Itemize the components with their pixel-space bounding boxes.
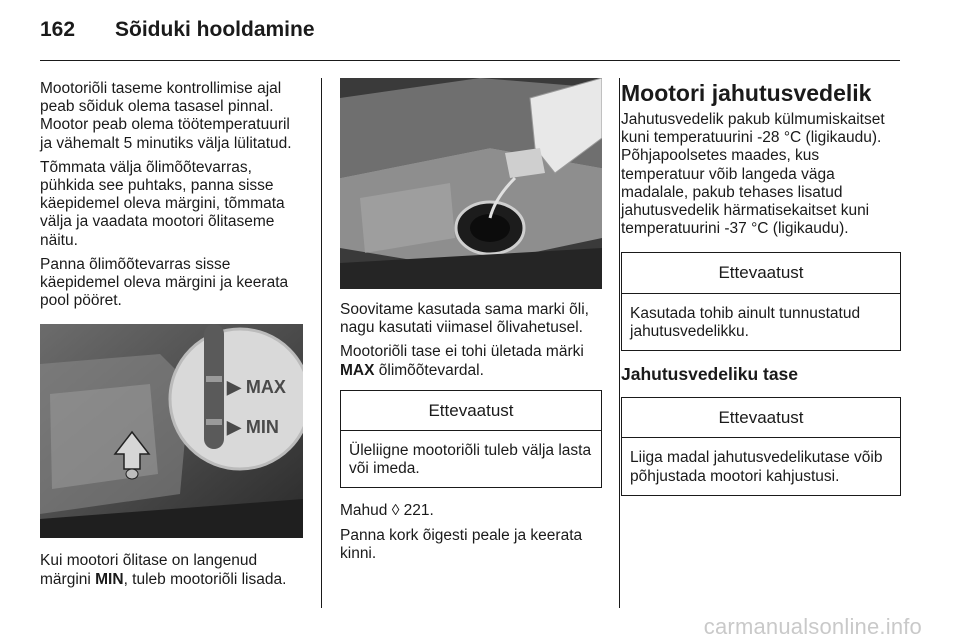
oil-filling-illustration: [340, 78, 602, 289]
page-number: 162: [40, 18, 76, 41]
oil-filling-illustration-svg: [340, 78, 602, 289]
caution-box-low-coolant: [621, 397, 901, 496]
caution-box-approved-coolant: [621, 252, 901, 351]
paragraph-dipstick-procedure: Tõmmata välja õlimõõtevarras, pühkida see puhtaks, panna sisse käepidemel oleva märgini, tõmmata välja ja vaadata mootori õlitaseme näitu.: [40, 158, 285, 249]
column-2: [340, 80, 602, 569]
header-rule: [40, 60, 900, 61]
caution-title: Ettevaatust: [341, 391, 601, 431]
paragraph-capacities: Mahud ◊ 221.: [340, 502, 434, 520]
dipstick-illustration-svg: [40, 324, 303, 538]
page-header: [40, 18, 315, 50]
section-heading-coolant: Mootori jahutusvedelik: [621, 80, 872, 106]
column-divider-1: [321, 78, 322, 608]
max-mark-label: ▶ MAX: [227, 377, 286, 398]
column-divider-2: [619, 78, 620, 608]
caution-body: Kasutada tohib ainult tunnustatud jahutusvedelikku.: [630, 304, 861, 340]
column-1: [40, 80, 305, 595]
paragraph-oil-brand: Soovitame kasutada sama marki õli, nagu kasutati viimasel õlivahetusel.: [340, 301, 589, 337]
max-term: MAX: [340, 361, 375, 379]
dipstick-illustration: [40, 324, 303, 538]
paragraph-oil-min: Kui mootori õlitase on langenud märgini MIN, tuleb mootoriõli lisada.: [40, 552, 287, 588]
caution-body: Liiga madal jahutusvedelikutase võib põhjustada mootori kahjustusi.: [630, 449, 883, 485]
caution-box-excess-oil: [340, 390, 602, 489]
paragraph-cap-closing: Panna kork õigesti peale ja keerata kinni.: [340, 526, 583, 562]
page-title: Sõiduki hooldamine: [115, 18, 315, 41]
column-3: [621, 80, 901, 510]
paragraph-dipstick-reinsert: Panna õlimõõtevarras sisse käepidemel oleva märgini ja keerata pool pööret.: [40, 255, 289, 310]
caution-title: Ettevaatust: [622, 398, 900, 438]
watermark: carmanualsonline.info: [703, 614, 922, 639]
caution-title: Ettevaatust: [622, 253, 900, 293]
min-mark-label: ▶ MIN: [227, 417, 279, 438]
min-term: MIN: [95, 570, 124, 588]
caution-body: Üleliigne mootoriõli tuleb välja lasta või imeda.: [349, 442, 592, 478]
paragraph-oil-max: Mootoriõli tase ei tohi ületada märki MAX õlimõõtevardal.: [340, 343, 584, 379]
subheading-coolant-level: Jahutusvedeliku tase: [621, 364, 799, 385]
paragraph-coolant-protection: Jahutusvedelik pakub külmumiskaitset kuni temperatuurini -28 °C (ligikaudu). Põhjapoolsetes maades, kus temperatuur võib langeda väga madalale, pakub tehases lisatud jahutusvedelik härmatisekaitset kuni temperatuurini -37 °C (ligikaudu).: [621, 111, 885, 238]
paragraph-oil-check-conditions: Mootoriõli taseme kontrollimise ajal peab sõiduk olema tasasel pinnal. Mootor peab olema töötemperatuuril ja vähemalt 5 minutiks välja lülitatud.: [40, 80, 292, 152]
